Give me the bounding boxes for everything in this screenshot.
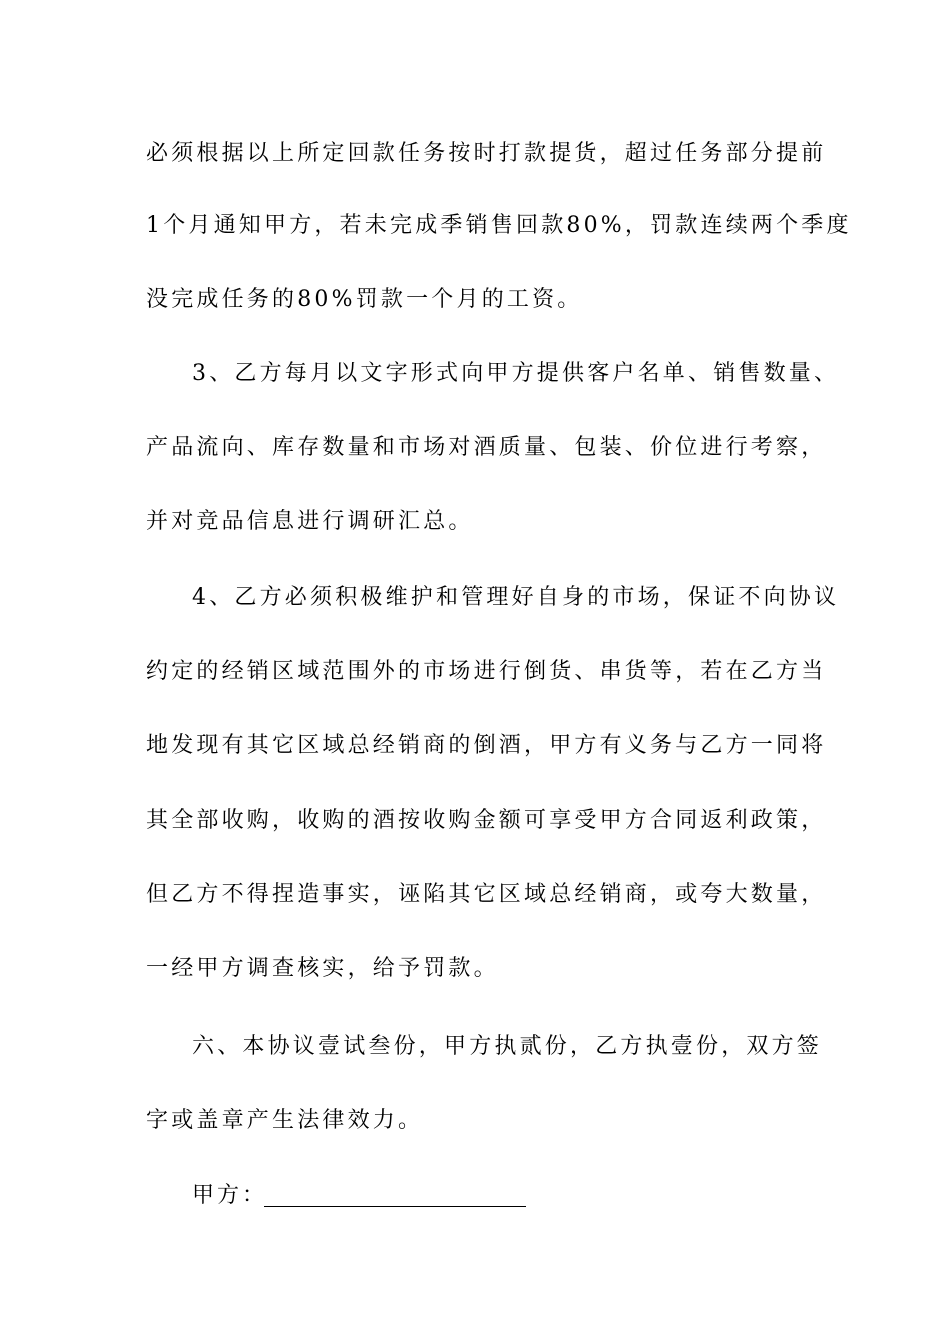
- paragraph-line: 并对竞品信息进行调研汇总。: [146, 509, 474, 534]
- paragraph-line: 地发现有其它区域总经销商的倒酒，甲方有义务与乙方一同将: [146, 733, 827, 758]
- paragraph-line: 产品流向、库存数量和市场对酒质量、包装、价位进行考察，: [146, 435, 827, 460]
- paragraph-line: 没完成任务的80%罚款一个月的工资。: [146, 287, 583, 312]
- paragraph-line: 但乙方不得捏造事实，诬陷其它区域总经销商，或夸大数量，: [146, 882, 827, 907]
- paragraph-line: 其全部收购，收购的酒按收购金额可享受甲方合同返利政策，: [146, 808, 827, 833]
- paragraph-line: 3、乙方每月以文字形式向甲方提供客户名单、销售数量、: [192, 361, 840, 386]
- paragraph-line: 字或盖章产生法律效力。: [146, 1108, 424, 1133]
- signature-label: 甲方：: [192, 1183, 268, 1208]
- paragraph-line: 1个月通知甲方，若未完成季销售回款80%，罚款连续两个季度: [146, 213, 852, 238]
- paragraph-line: 六、本协议壹试叁份，甲方执贰份，乙方执壹份，双方签: [192, 1034, 823, 1059]
- signature-underline: [264, 1206, 526, 1207]
- paragraph-line: 约定的经销区域范围外的市场进行倒货、串货等，若在乙方当: [146, 659, 827, 684]
- paragraph-line: 必须根据以上所定回款任务按时打款提货，超过任务部分提前: [146, 141, 827, 166]
- paragraph-line: 4、乙方必须积极维护和管理好自身的市场，保证不向协议: [192, 585, 840, 610]
- paragraph-line: 一经甲方调查核实，给予罚款。: [146, 956, 499, 981]
